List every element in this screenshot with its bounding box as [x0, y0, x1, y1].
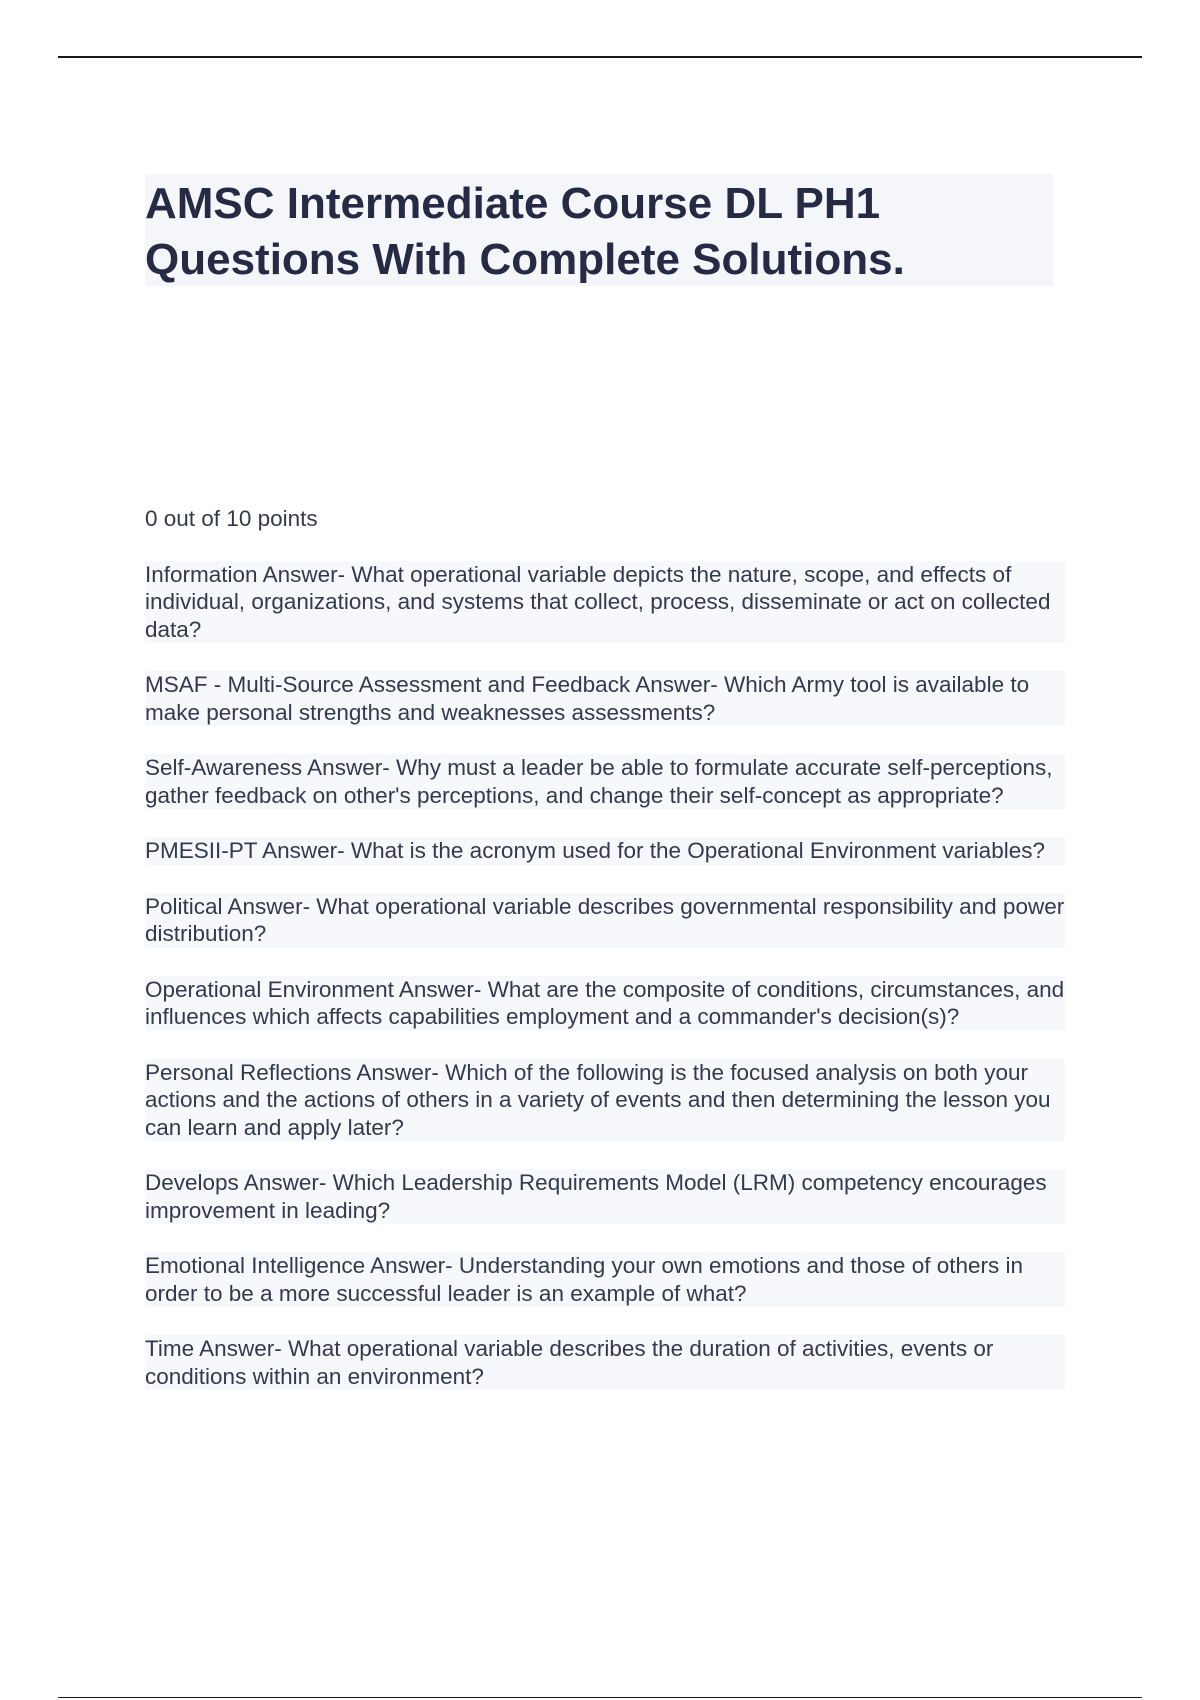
- title-line-2: Questions With Complete Solutions.: [145, 235, 905, 284]
- qa-item-6: Operational Environment Answer- What are the composite of conditions, circumstances, and influences which affects capabilities employment and a commander's decision(s)?: [145, 976, 1065, 1029]
- qa-item-4: PMESII-PT Answer- What is the acronym used for the Operational Environment variables?: [145, 837, 1065, 865]
- page-title: [145, 176, 1053, 288]
- top-rule: [58, 56, 1142, 58]
- qa-item-1: Information Answer- What operational variable depicts the nature, scope, and effects of individual, organizations, and systems that collect, process, disseminate or act on collected data?: [145, 561, 1065, 644]
- qa-item-10: Time Answer- What operational variable describes the duration of activities, events or conditions within an environment?: [145, 1335, 1065, 1390]
- qa-item-8: Develops Answer- Which Leadership Requirements Model (LRM) competency encourages improvement in leading?: [145, 1169, 1065, 1224]
- qa-item-3: Self-Awareness Answer- Why must a leader be able to formulate accurate self-perceptions, gather feedback on other's perceptions, and change their self-concept as appropriate?: [145, 754, 1065, 809]
- title-line-1: AMSC Intermediate Course DL PH1: [145, 179, 881, 228]
- qa-item-7: Personal Reflections Answer- Which of the following is the focused analysis on both your actions and the actions of others in a variety of events and then determining the lesson you can learn and apply later?: [145, 1059, 1065, 1142]
- title-block: [145, 174, 1053, 286]
- question-list: [145, 505, 1065, 1418]
- qa-item-2: MSAF - Multi-Source Assessment and Feedback Answer- Which Army tool is available to make personal strengths and weaknesses assessments?: [145, 671, 1065, 726]
- qa-item-5: Political Answer- What operational variable describes governmental responsibility and power distribution?: [145, 893, 1065, 946]
- score-text: 0 out of 10 points: [145, 506, 318, 531]
- bottom-rule: [58, 1697, 1142, 1698]
- qa-item-9: Emotional Intelligence Answer- Understanding your own emotions and those of others in order to be a more successful leader is an example of what?: [145, 1252, 1065, 1307]
